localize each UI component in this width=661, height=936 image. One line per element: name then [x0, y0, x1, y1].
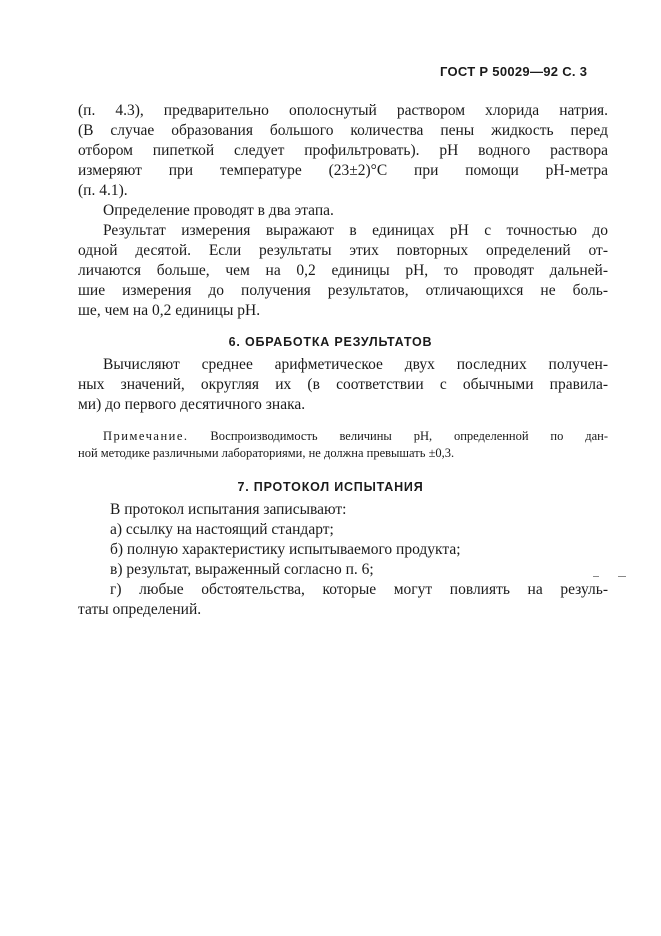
list-item: г) любые обстоятельства, которые могут повлиять на резуль- — [110, 581, 608, 598]
text-line: ми) до первого десятичного знака. — [78, 396, 306, 413]
text-line: отбором пипеткой следует профильтровать). pH водного раствора — [78, 142, 608, 159]
text-line: личаются больше, чем на 0,2 единицы pH, то проводят дальней- — [78, 262, 608, 279]
text-line: Результат измерения выражают в единицах pH с точностью до — [103, 222, 608, 239]
text-line: (В случае образования большого количества пены жидкость перед — [78, 122, 608, 139]
text-line: одной десятой. Если результаты этих повторных определений от- — [78, 242, 608, 259]
note-line — [103, 428, 608, 445]
text-line: шие измерения до получения результатов, отличающихся не боль- — [78, 282, 608, 299]
text-line: Определение проводят в два этапа. — [103, 202, 334, 219]
text-line: (п. 4.1). — [78, 182, 128, 199]
text-line: ных значений, округляя их (в соответствии с обычными правила- — [78, 376, 608, 393]
text-line: таты определений. — [78, 601, 202, 618]
list-item: в) результат, выраженный согласно п. 6; — [110, 561, 374, 578]
list-intro: В протокол испытания записывают: — [110, 501, 347, 518]
text-line: измеряют при температуре (23±2)°С при помощи pH-метра — [78, 162, 608, 179]
note-line: ной методике различными лабораториями, не должна превышать ±0,3. — [78, 446, 455, 460]
page-header: ГОСТ Р 50029—92 С. 3 — [440, 64, 588, 79]
section-heading-7: 7. ПРОТОКОЛ ИСПЫТАНИЯ — [237, 480, 424, 494]
text-line: Вычисляют среднее арифметическое двух последних получен- — [103, 356, 608, 373]
scan-mark — [593, 576, 599, 577]
section-heading-6: 6. ОБРАБОТКА РЕЗУЛЬТАТОВ — [228, 335, 433, 349]
text-line: ше, чем на 0,2 единицы pH. — [78, 302, 261, 319]
scan-mark — [618, 576, 626, 577]
note-label: Примечание. — [103, 429, 189, 443]
list-item: б) полную характеристику испытываемого продукта; — [110, 541, 461, 558]
list-item: а) ссылку на настоящий стандарт; — [110, 521, 334, 538]
text-line: (п. 4.3), предварительно ополоснутый раствором хлорида натрия. — [78, 102, 608, 119]
note-text: Воспроизводимость величины pH, определенной по дан- — [210, 429, 608, 443]
